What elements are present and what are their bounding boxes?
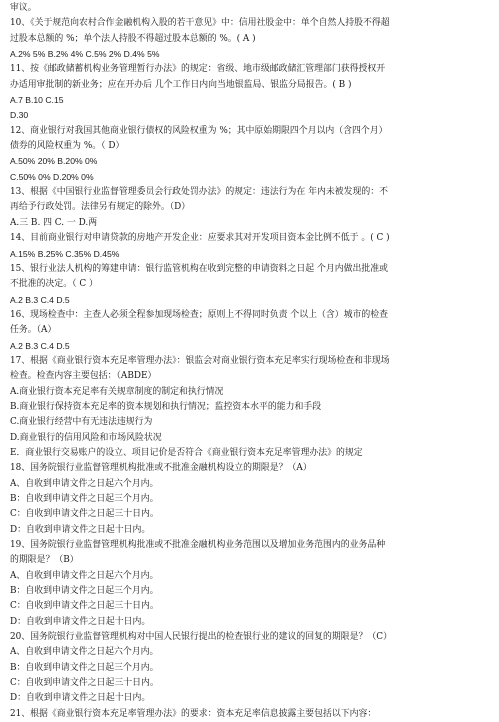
text-line: 债券的风险权重为 %。（ D） (10, 141, 125, 152)
text-line: D：自收到申请文件之日起十日内。 (10, 524, 151, 535)
text-line: D.商业银行的信用风险和市场风险状况 (10, 432, 162, 443)
text-line: A.7 B.10 C.15 (10, 95, 64, 106)
text-line: D.30 (10, 110, 29, 121)
text-line: A、自收到申请文件之日起六个月内。 (10, 570, 159, 581)
text-line: 17、根据《商业银行资本充足率管理办法》：银监会对商业银行资本充足率实行现场检查和非现场 (10, 355, 390, 366)
text-line: A、自收到申请文件之日起六个月内。 (10, 647, 159, 658)
text-line: 过股本总额的 %；单个法人持股不得超过股本总额的 %。( A ) (10, 33, 256, 44)
text-line: 12、商业银行对我国其他商业银行债权的风险权重为 %；其中原始期限四个月以内（含四个月） (10, 125, 388, 136)
text-line: C：自收到申请文件之日起三十日内。 (10, 509, 159, 520)
text-line: 13、根据《中国银行业监督管理委员会行政处罚办法》的规定：违法行为在 年内未被发现的：不 (10, 187, 388, 198)
text-line: 审议。 (10, 3, 37, 13)
text-line: 不批准的决定。（ C ） (10, 279, 98, 290)
text-line: A.50% 20% B.20% 0% (10, 156, 98, 167)
text-line: B.商业银行保持资本充足率的资本规划和执行情况；监控资本水平的能力和手段 (10, 401, 322, 412)
text-line: 10、《关于规范向农村合作金融机构入股的若干意见》中：信用社股金中：单个自然人持股不得超 (10, 18, 390, 29)
text-line: A.三 B. 四 C. 一 D.两 (10, 217, 98, 228)
text-line: C：自收到申请文件之日起三十日内。 (10, 601, 159, 612)
text-line: D：自收到申请文件之日起十日内。 (10, 693, 151, 704)
text-line: 15、银行业法人机构的筹建申请：银行监管机构在收到完整的申请资料之日起 个月内做出批准或 (10, 263, 388, 274)
text-line: C：自收到申请文件之日起三十日内。 (10, 678, 159, 689)
text-line: 16、现场检查中：主查人必须全程参加现场检查；原则上不得同时负责 个以上（含）城市的检查 (10, 309, 388, 320)
text-line: A.15% B.25% C.35% D.45% (10, 248, 120, 259)
text-line: A、自收到申请文件之日起六个月内。 (10, 478, 159, 489)
text-line: B：自收到申请文件之日起三个月内。 (10, 494, 159, 504)
text-line: 的期限是？（B） (10, 555, 79, 566)
text-line: 再给予行政处罚。法律另有规定的除外。（D） (10, 202, 191, 213)
text-line: 19、国务院银行业监督管理机构批准或不批准金融机构业务范围以及增加业务范围内的业务品种 (10, 540, 386, 551)
text-line: 14、目前商业银行对申请贷款的房地产开发企业：应要求其对开发项目资本金比例不低于 。( C ) (10, 233, 390, 244)
text-line: E．商业银行交易账户的设立、项目记价是否符合《商业银行资本充足率管理办法》的规定 (10, 447, 363, 458)
text-line: C.商业银行经营中有无违法违规行为 (10, 417, 153, 428)
text-line: A.商业银行资本充足率有关规章制度的制定和执行情况 (10, 386, 224, 397)
text-line: 21、根据《商业银行资本充足率管理办法》的要求：资本充足率信息披露主要包括以下内容： (10, 708, 377, 719)
text-line: D：自收到申请文件之日起十日内。 (10, 616, 151, 627)
text-line: 11、按《邮政储蓄机构业务管理暂行办法》的规定：省级、地市级邮政储汇管理部门获得授权开 (10, 64, 386, 75)
text-line: A.2% 5% B.2% 4% C.5% 2% D.4% 5% (10, 49, 160, 60)
text-line: 18、国务院银行业监督管理机构批准或不批准金融机构设立的期限是？（A） (10, 463, 312, 474)
text-line: A.2 B.3 C.4 D.5 (10, 340, 70, 351)
text-line: A.2 B.3 C.4 D.5 (10, 294, 70, 305)
text-line: 检查。检查内容主要包括：（ABDE） (10, 371, 157, 382)
text-line: 20、国务院银行业监督管理机构对中国人民银行提出的检查银行业的建议的回复的期限是？（C） (10, 632, 392, 643)
text-line: 任务。（A） (10, 325, 57, 336)
text-line: B：自收到申请文件之日起三个月内。 (10, 586, 159, 597)
text-line: C.50% 0% D.20% 0% (10, 171, 94, 182)
text-line: 办适用审批制的新业务；应在开办后 几个工作日内向当地银监局、银监分局报告。( B ) (10, 79, 352, 90)
text-line: B：自收到申请文件之日起三个月内。 (10, 662, 159, 673)
